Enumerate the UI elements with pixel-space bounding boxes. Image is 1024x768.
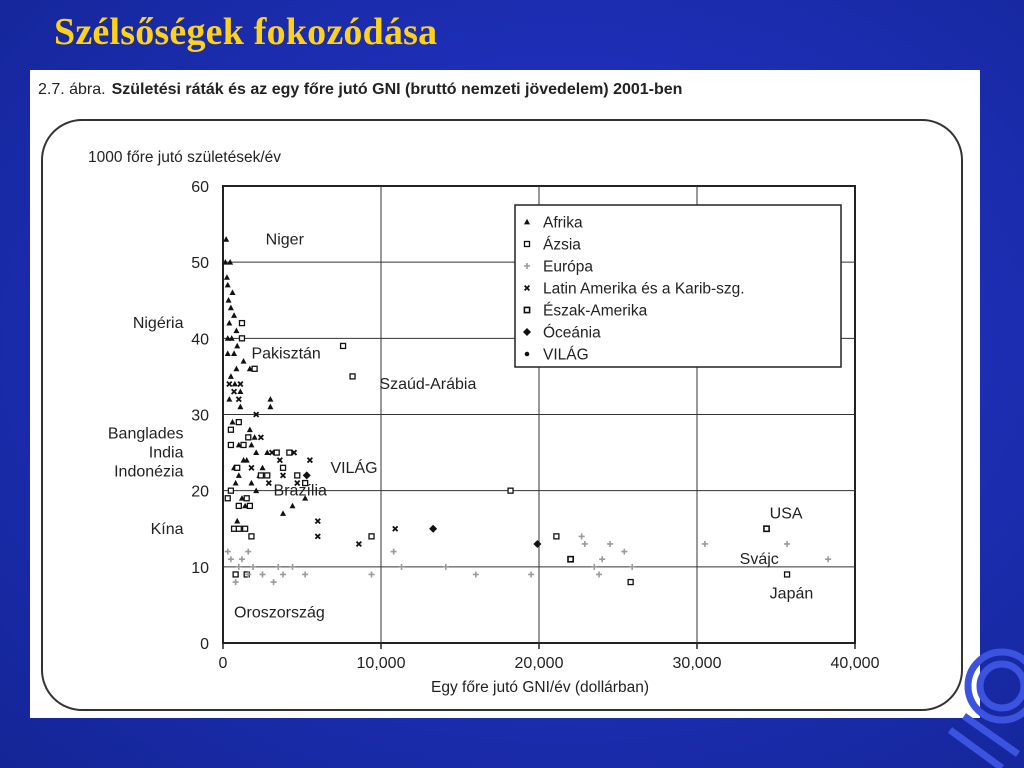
data-point: [247, 503, 252, 508]
data-point: [228, 427, 233, 432]
data-point: [315, 534, 320, 539]
data-point: [234, 343, 240, 349]
legend-marker: [525, 352, 530, 357]
data-point: [237, 404, 243, 410]
data-point: [702, 541, 708, 547]
legend-label: Latin Amerika és a Karib-szg.: [543, 280, 745, 298]
data-point: [239, 321, 244, 326]
data-point: [248, 480, 254, 486]
annotation-label: Oroszország: [234, 604, 325, 622]
data-point: [223, 236, 229, 242]
data-point: [290, 564, 296, 570]
annotation-label: Indonézia: [114, 463, 184, 481]
annotation-label: Kína: [150, 520, 184, 538]
data-point: [225, 496, 230, 501]
data-point: [247, 427, 253, 433]
data-point: [621, 549, 627, 555]
y-tick-label: 0: [200, 636, 209, 653]
data-point: [246, 435, 251, 440]
caption-prefix: 2.7. ábra.: [38, 81, 106, 98]
data-point: [226, 320, 232, 326]
data-point: [236, 397, 241, 402]
data-point: [228, 373, 234, 379]
data-point: [228, 488, 233, 493]
legend-label: VILÁG: [543, 346, 589, 364]
annotation-label: Nigéria: [132, 315, 184, 333]
data-point: [232, 389, 237, 394]
data-point: [233, 328, 239, 334]
data-point: [225, 350, 231, 356]
data-point: [290, 503, 296, 509]
data-point: [443, 564, 449, 570]
data-point: [528, 571, 534, 577]
data-point: [228, 442, 233, 447]
data-point: [399, 564, 405, 570]
x-tick-label: 30,000: [672, 655, 722, 672]
data-point: [236, 420, 241, 425]
data-point: [302, 571, 308, 577]
data-point: [508, 488, 513, 493]
data-point: [350, 374, 355, 379]
annotation-label: Japán: [769, 585, 814, 603]
data-point: [229, 289, 235, 295]
data-point: [227, 382, 232, 387]
data-point: [369, 534, 374, 539]
data-point: [258, 473, 263, 478]
legend-marker: [524, 307, 529, 312]
data-point: [226, 396, 232, 402]
data-point: [785, 572, 790, 577]
data-point: [252, 366, 257, 371]
data-point: [533, 540, 541, 548]
annotation-label: Banglades: [107, 425, 184, 443]
data-point: [356, 542, 361, 547]
data-point: [245, 549, 251, 555]
data-point: [825, 556, 831, 562]
y-tick-label: 30: [191, 407, 209, 425]
data-point: [228, 556, 234, 562]
y-ticks: [191, 179, 209, 653]
x-axis-label: Egy főre jutó GNI/év (dollárban): [431, 679, 649, 696]
data-point: [236, 472, 242, 478]
data-point: [241, 358, 247, 364]
data-point: [235, 465, 240, 470]
x-ticks: [219, 655, 880, 672]
data-point: [248, 442, 254, 448]
data-point: [629, 564, 635, 570]
annotation-label: VILÁG: [330, 459, 378, 477]
x-tick-label: 10,000: [356, 655, 406, 672]
data-point: [473, 571, 479, 577]
data-point: [233, 572, 238, 577]
data-point: [277, 458, 282, 463]
y-tick-label: 10: [191, 559, 209, 577]
data-point: [341, 343, 346, 348]
data-point: [229, 419, 235, 425]
y-tick-label: 60: [191, 179, 209, 196]
data-point: [295, 473, 300, 478]
data-point: [275, 564, 281, 570]
legend-marker: [525, 242, 530, 247]
data-point: [579, 533, 585, 539]
legend-label: Észak-Amerika: [543, 302, 648, 320]
data-point: [253, 449, 259, 455]
data-point: [582, 541, 588, 547]
legend-label: Óceánia: [543, 324, 601, 342]
data-point: [237, 388, 243, 394]
data-point: [304, 473, 309, 478]
data-point: [260, 571, 266, 577]
data-point: [225, 549, 231, 555]
data-point: [234, 518, 240, 524]
data-point: [554, 534, 559, 539]
data-point: [393, 526, 398, 531]
legend: [515, 205, 841, 367]
data-point: [280, 510, 286, 516]
data-point: [281, 465, 286, 470]
legend-label: Európa: [543, 258, 593, 276]
data-point: [236, 503, 241, 508]
data-point: [266, 481, 271, 486]
annotation-label: India: [148, 444, 184, 462]
logo-icon: [940, 640, 1024, 768]
slide-title: Szélsőségek fokozódása: [54, 11, 438, 53]
scatter-chart: [30, 70, 980, 718]
annotation-label: USA: [769, 505, 803, 523]
data-point: [224, 274, 230, 280]
data-point: [267, 396, 273, 402]
data-point: [250, 564, 256, 570]
data-point: [568, 557, 573, 562]
y-axis-label: 1000 főre jutó születések/év: [88, 149, 282, 166]
annotation-label: Svájc: [739, 551, 779, 569]
x-tick-label: 20,000: [514, 655, 564, 672]
data-point: [243, 526, 248, 531]
annotation-label: Pakisztán: [251, 345, 321, 363]
data-point: [391, 549, 397, 555]
data-point: [271, 579, 277, 585]
data-point: [369, 571, 375, 577]
data-point: [596, 571, 602, 577]
data-point: [233, 579, 239, 585]
data-point: [784, 541, 790, 547]
data-point: [239, 336, 244, 341]
data-point: [244, 496, 249, 501]
data-point: [259, 435, 264, 440]
x-tick-label: 0: [218, 655, 228, 672]
data-point: [249, 534, 254, 539]
annotation-label: Niger: [265, 231, 304, 249]
data-point: [607, 541, 613, 547]
figure-caption: [38, 81, 682, 98]
data-point: [233, 480, 239, 486]
legend-label: Afrika: [543, 214, 583, 232]
data-point: [241, 442, 246, 447]
data-point: [764, 526, 769, 531]
data-point: [231, 350, 237, 356]
data-point: [599, 556, 605, 562]
data-point: [591, 564, 597, 570]
data-point: [429, 525, 437, 533]
x-tick-label: 40,000: [830, 655, 880, 672]
y-tick-label: 20: [191, 483, 209, 501]
data-point: [228, 305, 234, 311]
data-point: [308, 458, 313, 463]
figure-panel: [30, 70, 980, 718]
annotation-label: Szaúd-Arábia: [379, 376, 477, 394]
data-point: [232, 381, 238, 387]
y-tick-label: 40: [191, 331, 209, 349]
y-tick-label: 50: [191, 255, 209, 273]
annotation-label: Brazília: [273, 482, 327, 500]
data-point: [249, 465, 254, 470]
data-point: [260, 465, 266, 471]
caption-title: Születési ráták és az egy főre jutó GNI (bruttó nemzeti jövedelem) 2001-ben: [111, 81, 683, 98]
legend-label: Ázsia: [543, 236, 581, 254]
data-point: [226, 297, 232, 303]
data-point: [252, 434, 258, 440]
data-point: [628, 580, 633, 585]
data-point: [265, 473, 270, 478]
data-point: [236, 526, 241, 531]
data-point: [280, 571, 286, 577]
data-point: [239, 556, 245, 562]
data-point: [267, 404, 273, 410]
data-point: [281, 473, 286, 478]
data-point: [233, 366, 239, 372]
data-point: [225, 282, 231, 288]
data-point: [231, 312, 237, 318]
data-point: [315, 519, 320, 524]
data-point: [236, 564, 242, 570]
data-point: [238, 382, 243, 387]
